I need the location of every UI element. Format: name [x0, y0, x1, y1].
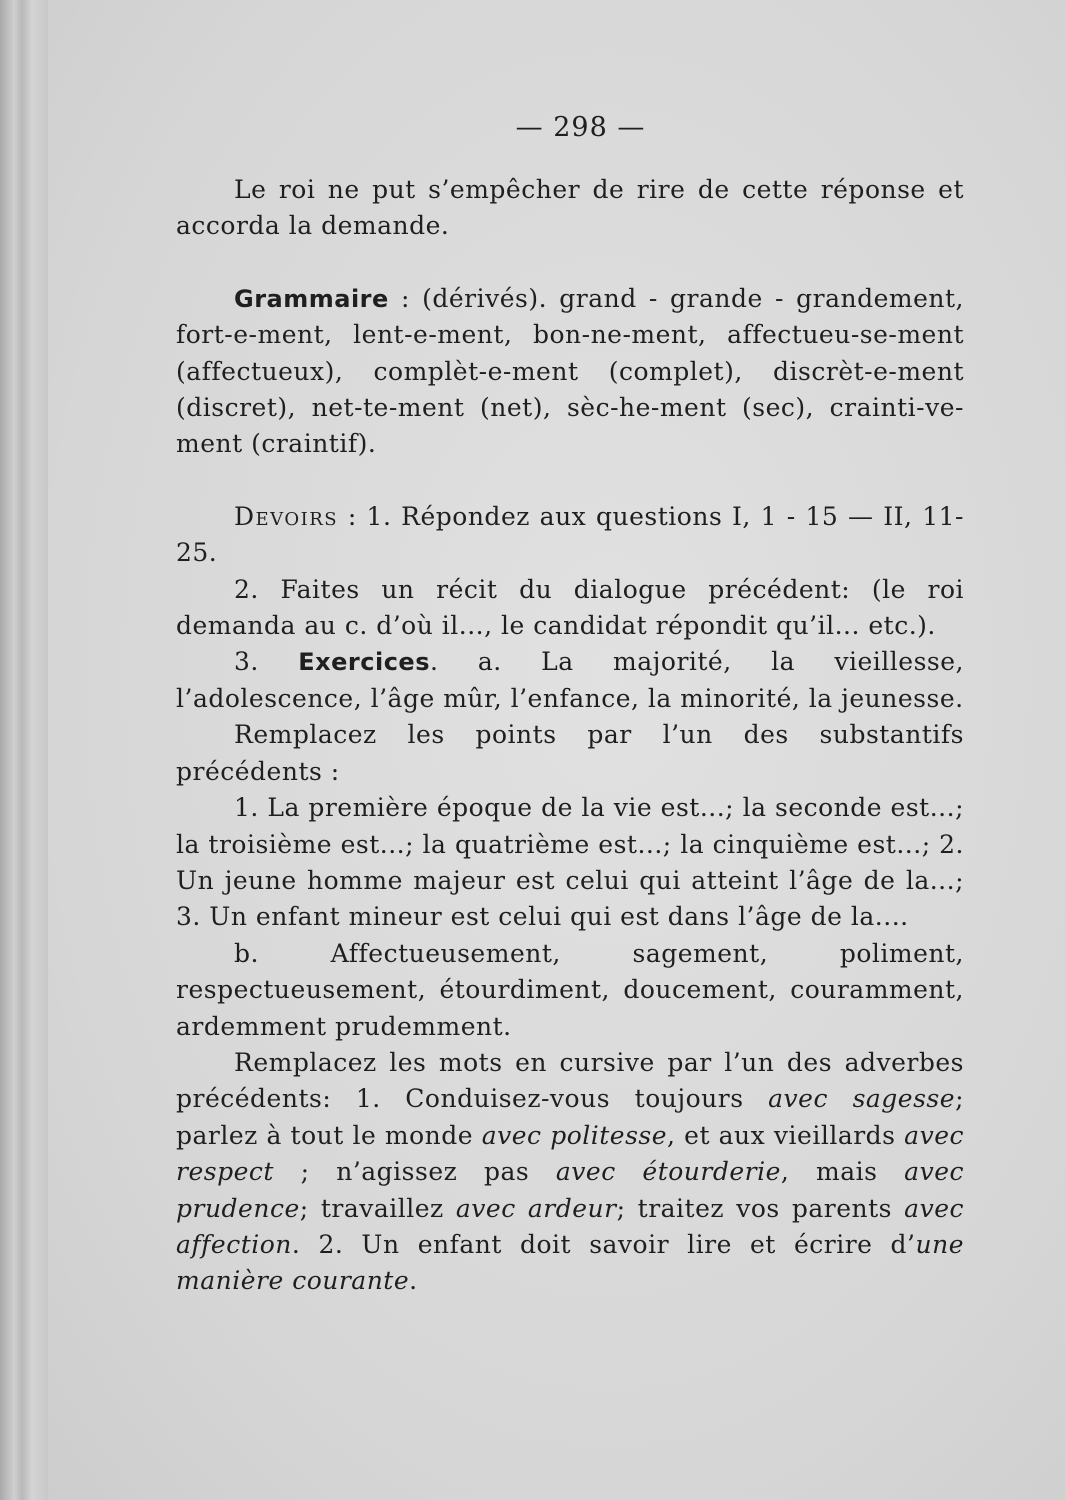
spacer	[176, 463, 964, 499]
grammar-heading: Grammaire	[234, 284, 389, 313]
cursive-phrase: une manière courante	[176, 1229, 964, 1296]
text-run: , et aux vieillards	[667, 1120, 905, 1150]
cursive-phrase: avec respect	[176, 1120, 964, 1187]
exercices-heading: Exercices	[298, 648, 430, 677]
cursive-phrase: avec étourderie	[555, 1157, 781, 1187]
text-run: . 2. Un enfant doit savoir lire et écrire d’	[291, 1229, 916, 1259]
text-run: ; traitez vos parents	[616, 1193, 905, 1223]
paragraph-intro: Le roi ne put s’empêcher de rire de cette réponse et accorda la demande.	[176, 175, 964, 241]
text-run: ; n’agissez pas	[273, 1157, 556, 1187]
paragraph-devoirs-3	[176, 644, 964, 717]
exercise-a-text: 1. La première époque de la vie est...; la seconde est...; la troisième est...; la quatrième est...; la cinquième est...; 2. Un jeune homme majeur est celui qui atteint l’âge de la...; 3. Un enfant mineur est celui qui est dans l’âge de la....	[176, 793, 964, 932]
devoirs-heading: Devoirs	[234, 501, 339, 531]
exercise-number: 3.	[234, 647, 299, 677]
cursive-phrase: avec ardeur	[455, 1193, 617, 1223]
cursive-phrase: avec affection	[176, 1193, 964, 1259]
cursive-phrase: avec prudence	[176, 1157, 964, 1223]
text-run: .	[409, 1266, 418, 1296]
paragraph-devoirs-1	[176, 499, 964, 572]
page-body	[176, 172, 964, 1300]
cursive-phrase: avec politesse	[481, 1120, 668, 1150]
paragraph-grammar	[176, 281, 964, 463]
page-number: — 298 —	[515, 112, 646, 143]
exercise-a-words: . a. La majorité, la vieillesse, l’adolescence, l’âge mûr, l’enfance, la minorité, la jeunesse.	[176, 647, 964, 713]
text-run: ; travaillez	[299, 1193, 456, 1223]
instruction-b: Remplacez les mots en cursive par l’un des adverbes précédents: 1. Conduisez-vous toujours	[176, 1047, 964, 1114]
cursive-phrase: avec sagesse	[768, 1084, 956, 1114]
text-run: , mais	[780, 1157, 905, 1187]
text-run: ; parlez à tout le monde	[176, 1084, 964, 1150]
devoirs-item-1: : 1. Répondez aux questions I, 1 - 15 — II, 11-25.	[176, 501, 964, 568]
exercise-b-words: b. Affectueusement, sagement, poliment, respectueusement, étourdiment, doucement, couramment, ardemment prudemment.	[176, 938, 964, 1041]
exercise-b-text	[176, 1045, 964, 1300]
page-edge	[0, 0, 48, 1500]
spacer	[176, 245, 964, 281]
grammar-text: : (dérivés). grand - grande - grandement, fort-e-ment, lent-e-ment, bon-ne-ment, affectueu-se-ment (affectueux), complèt-e-ment (complet), discrèt-e-ment (discret), net-te-ment (net), sèc-he-ment (sec), crainti-ve-ment (craintif).	[176, 283, 964, 459]
paragraph-devoirs-2: 2. Faites un récit du dialogue précédent: (le roi demanda au c. d’où il..., le candidat répondit qu’il... etc.).	[176, 574, 964, 641]
instruction-a: Remplacez les points par l’un des substantifs précédents :	[176, 720, 964, 786]
